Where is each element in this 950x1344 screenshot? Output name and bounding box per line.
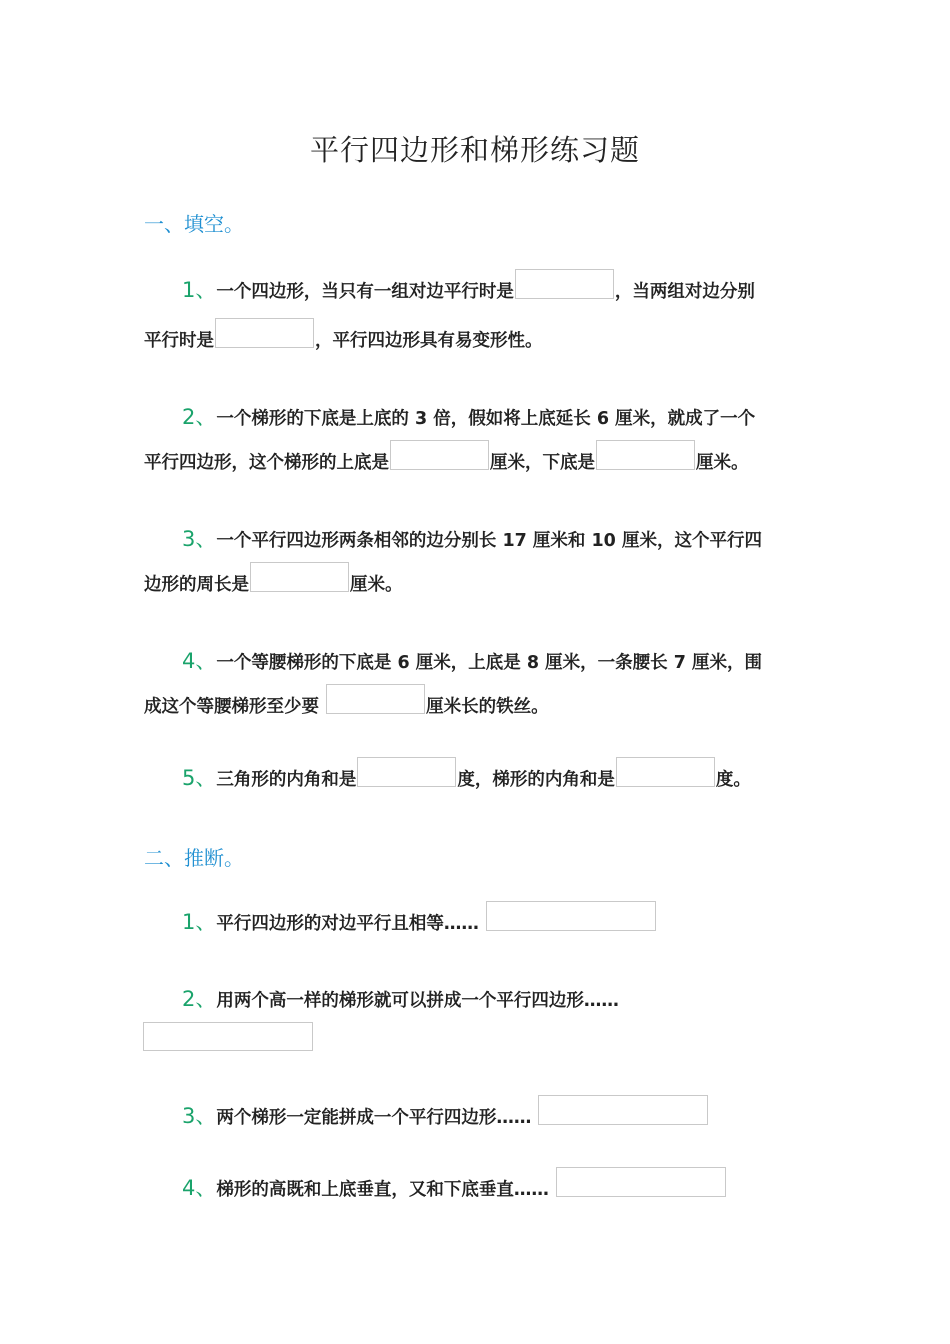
question-text: 厘米，下底是 (490, 453, 595, 473)
question-text: 平行四边形的对边平行且相等…… (216, 914, 479, 934)
answer-box-q3[interactable] (250, 562, 349, 592)
question-text: 两个梯形一定能拼成一个平行四边形…… (216, 1108, 532, 1128)
answer-box-q2-b[interactable] (596, 440, 695, 470)
fill-question-3-line-1 (182, 525, 762, 555)
question-number: 5、 (182, 766, 217, 790)
answer-box-q5-a[interactable] (357, 757, 456, 787)
fill-question-3-line-2 (144, 570, 403, 600)
question-number: 2、 (182, 405, 217, 429)
question-text: 平行四边形，这个梯形的上底是 (144, 453, 389, 473)
question-text: ，当两组对边分别 (614, 282, 755, 302)
question-number: 3、 (182, 1104, 217, 1128)
answer-box-q1-b[interactable] (215, 318, 314, 348)
question-text: 一个等腰梯形的下底是 6 厘米，上底是 8 厘米，一条腰长 7 厘米，围 (216, 653, 762, 673)
question-text: 度。 (715, 770, 751, 790)
judge-question-1 (182, 908, 657, 939)
answer-box-judge-4[interactable] (556, 1167, 726, 1197)
answer-box-q5-b[interactable] (616, 757, 715, 787)
fill-question-2-line-1 (182, 403, 755, 433)
question-text: 用两个高一样的梯形就可以拼成一个平行四边形…… (216, 991, 619, 1011)
section-heading-fill-in: 一、填空。 (144, 212, 244, 236)
question-text: 厘米长的铁丝。 (426, 697, 549, 717)
answer-box-q4[interactable] (326, 684, 425, 714)
answer-box-q1-a[interactable] (515, 269, 614, 299)
fill-question-2-line-2 (144, 448, 749, 478)
question-text: 三角形的内角和是 (216, 770, 357, 790)
question-text: ，平行四边形具有易变形性。 (315, 331, 543, 351)
judge-question-3 (182, 1102, 709, 1133)
question-text: 边形的周长是 (144, 575, 249, 595)
fill-question-4-line-1 (182, 647, 762, 677)
answer-box-q2-a[interactable] (390, 440, 489, 470)
fill-question-1-line-2 (144, 326, 543, 356)
question-text: 度，梯形的内角和是 (457, 770, 615, 790)
answer-box-judge-1[interactable] (486, 901, 656, 931)
question-number: 2、 (182, 987, 217, 1011)
fill-question-5 (182, 764, 751, 795)
question-text: 一个四边形，当只有一组对边平行时是 (216, 282, 514, 302)
question-text: 平行时是 (144, 331, 214, 351)
question-number: 1、 (182, 910, 217, 934)
question-text: 成这个等腰梯形至少要 (144, 697, 319, 717)
question-text: 厘米。 (696, 453, 749, 473)
fill-question-4-line-2 (144, 692, 549, 722)
answer-box-judge-3[interactable] (538, 1095, 708, 1125)
question-text: 厘米。 (350, 575, 403, 595)
question-text: 一个梯形的下底是上底的 3 倍，假如将上底延长 6 厘米，就成了一个 (216, 409, 756, 429)
answer-box-judge-2[interactable] (143, 1022, 313, 1051)
question-number: 4、 (182, 1176, 217, 1200)
question-number: 4、 (182, 649, 217, 673)
question-text: 梯形的高既和上底垂直，又和下底垂直…… (216, 1180, 549, 1200)
question-number: 1、 (182, 278, 217, 302)
judge-question-4 (182, 1174, 727, 1205)
question-number: 3、 (182, 527, 217, 551)
page-title: 平行四边形和梯形练习题 (309, 133, 640, 167)
judge-question-2 (182, 985, 619, 1015)
section-heading-judgement: 二、推断。 (144, 846, 244, 870)
fill-question-1-line-1 (182, 276, 755, 307)
question-text: 一个平行四边形两条相邻的边分别长 17 厘米和 10 厘米，这个平行四 (216, 531, 762, 551)
